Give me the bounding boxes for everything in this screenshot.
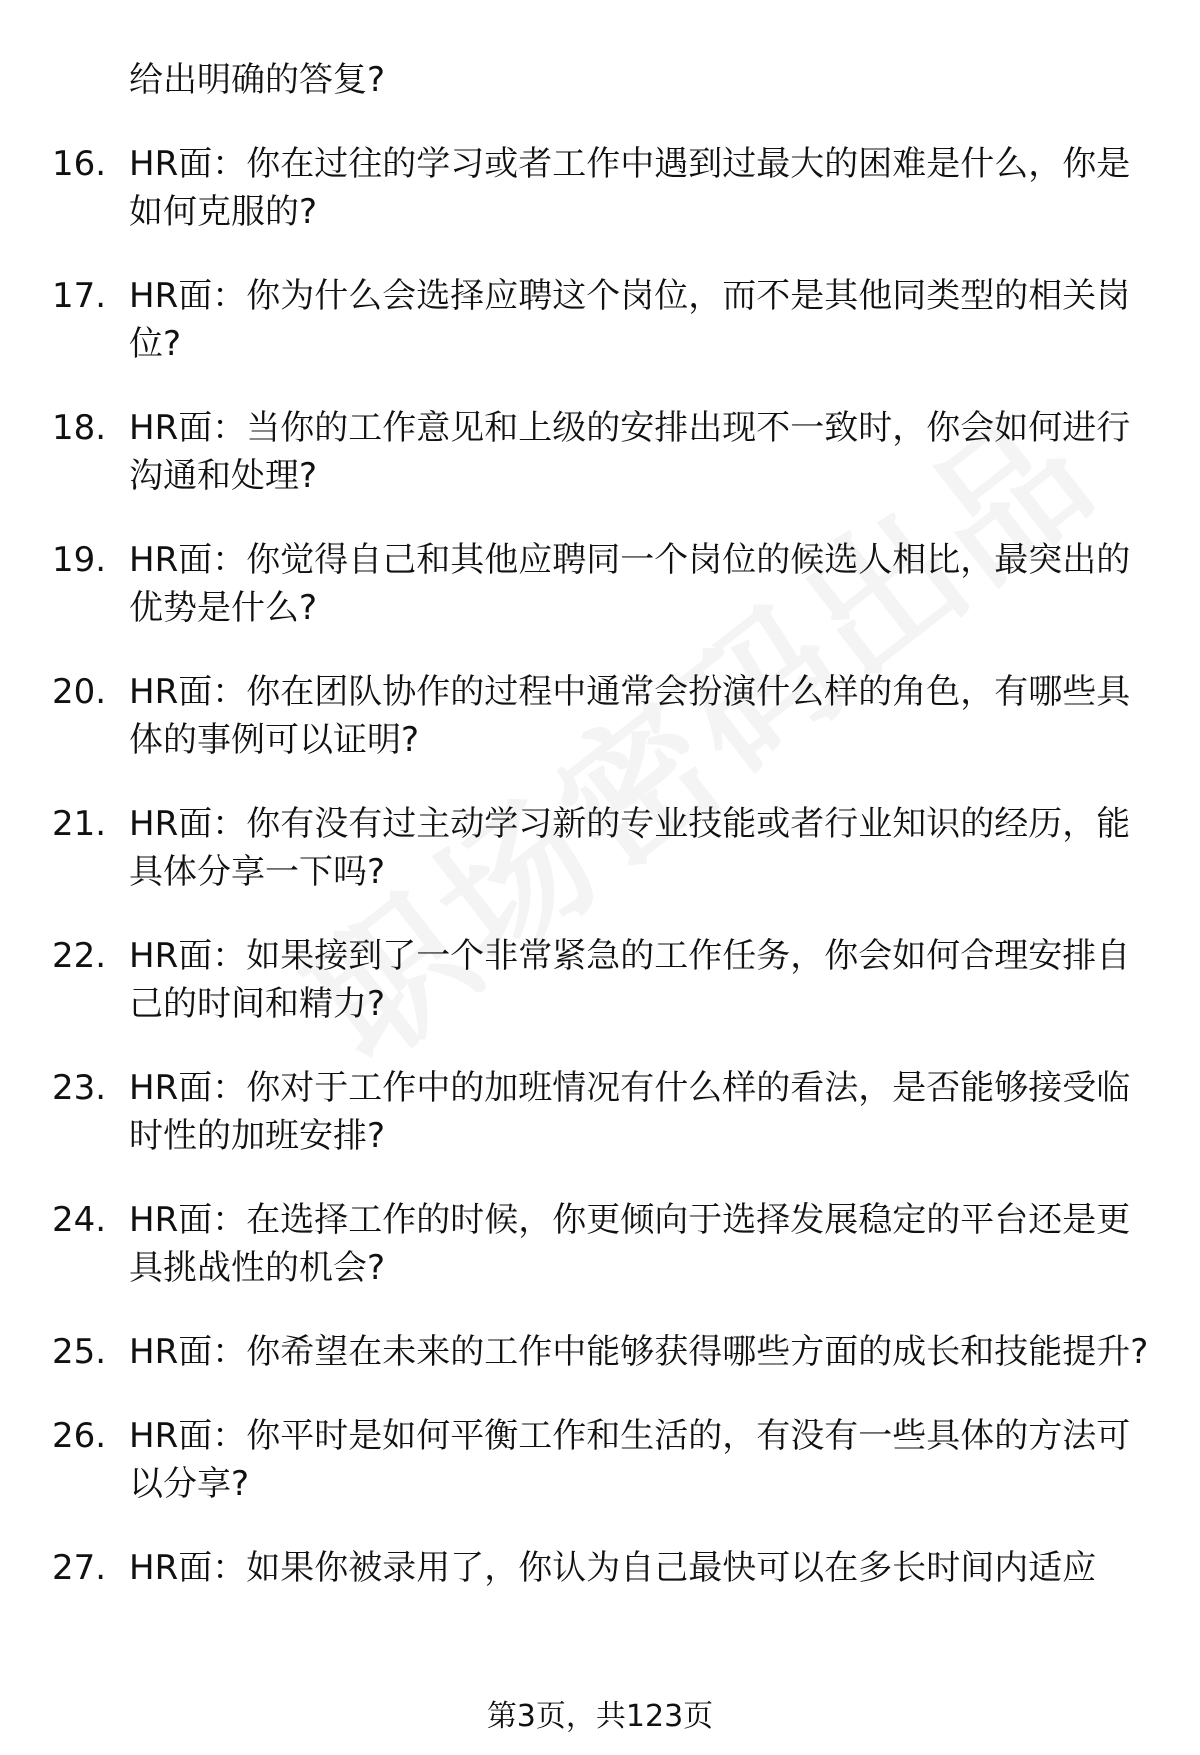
- question-item: [0, 140, 1200, 236]
- question-number: 23.: [52, 1068, 107, 1108]
- question-item: [0, 1064, 1200, 1160]
- question-item: [0, 932, 1200, 1028]
- question-item: [0, 1328, 1200, 1376]
- question-text: HR面：你有没有过主动学习新的专业技能或者行业知识的经历，能具体分享一下吗?: [129, 804, 1131, 892]
- question-text: HR面：你对于工作中的加班情况有什么样的看法，是否能够接受临时性的加班安排?: [129, 1068, 1131, 1156]
- question-text: HR面：在选择工作的时候，你更倾向于选择发展稳定的平台还是更具挑战性的机会?: [129, 1200, 1131, 1288]
- question-number: 18.: [52, 408, 107, 448]
- question-number: 25.: [52, 1332, 107, 1372]
- question-item: [0, 668, 1200, 764]
- question-text: HR面：你在团队协作的过程中通常会扮演什么样的角色，有哪些具体的事例可以证明?: [129, 672, 1131, 760]
- question-number: 22.: [52, 936, 107, 976]
- continuation-text: 给出明确的答复?: [129, 60, 386, 100]
- question-text: HR面：你觉得自己和其他应聘同一个岗位的候选人相比，最突出的优势是什么?: [129, 540, 1131, 628]
- question-list: [0, 140, 1200, 1592]
- question-text: HR面：你希望在未来的工作中能够获得哪些方面的成长和技能提升?: [129, 1332, 1149, 1372]
- question-text: HR面：你在过往的学习或者工作中遇到过最大的困难是什么，你是如何克服的?: [129, 144, 1131, 232]
- question-text: HR面：如果接到了一个非常紧急的工作任务，你会如何合理安排自己的时间和精力?: [129, 936, 1131, 1024]
- question-item: [0, 536, 1200, 632]
- question-item: [0, 404, 1200, 500]
- question-item: [0, 272, 1200, 368]
- question-number: 19.: [52, 540, 107, 580]
- question-content: [0, 56, 1200, 1628]
- question-text: HR面：如果你被录用了，你认为自己最快可以在多长时间内适应: [129, 1548, 1097, 1588]
- question-number: 26.: [52, 1416, 107, 1456]
- question-number: 16.: [52, 144, 107, 184]
- question-number: 17.: [52, 276, 107, 316]
- question-number: 20.: [52, 672, 107, 712]
- question-text: HR面：当你的工作意见和上级的安排出现不一致时，你会如何进行沟通和处理?: [129, 408, 1131, 496]
- question-number: 24.: [52, 1200, 107, 1240]
- question-item: [0, 1544, 1200, 1592]
- question-item: [0, 1412, 1200, 1508]
- question-number: 27.: [52, 1548, 107, 1588]
- question-text: HR面：你平时是如何平衡工作和生活的，有没有一些具体的方法可以分享?: [129, 1416, 1131, 1504]
- question-number: 21.: [52, 804, 107, 844]
- question-text: HR面：你为什么会选择应聘这个岗位，而不是其他同类型的相关岗位?: [129, 276, 1131, 364]
- question-item: [0, 1196, 1200, 1292]
- page-footer: 第3页，共123页: [486, 1699, 714, 1734]
- question-item: [0, 800, 1200, 896]
